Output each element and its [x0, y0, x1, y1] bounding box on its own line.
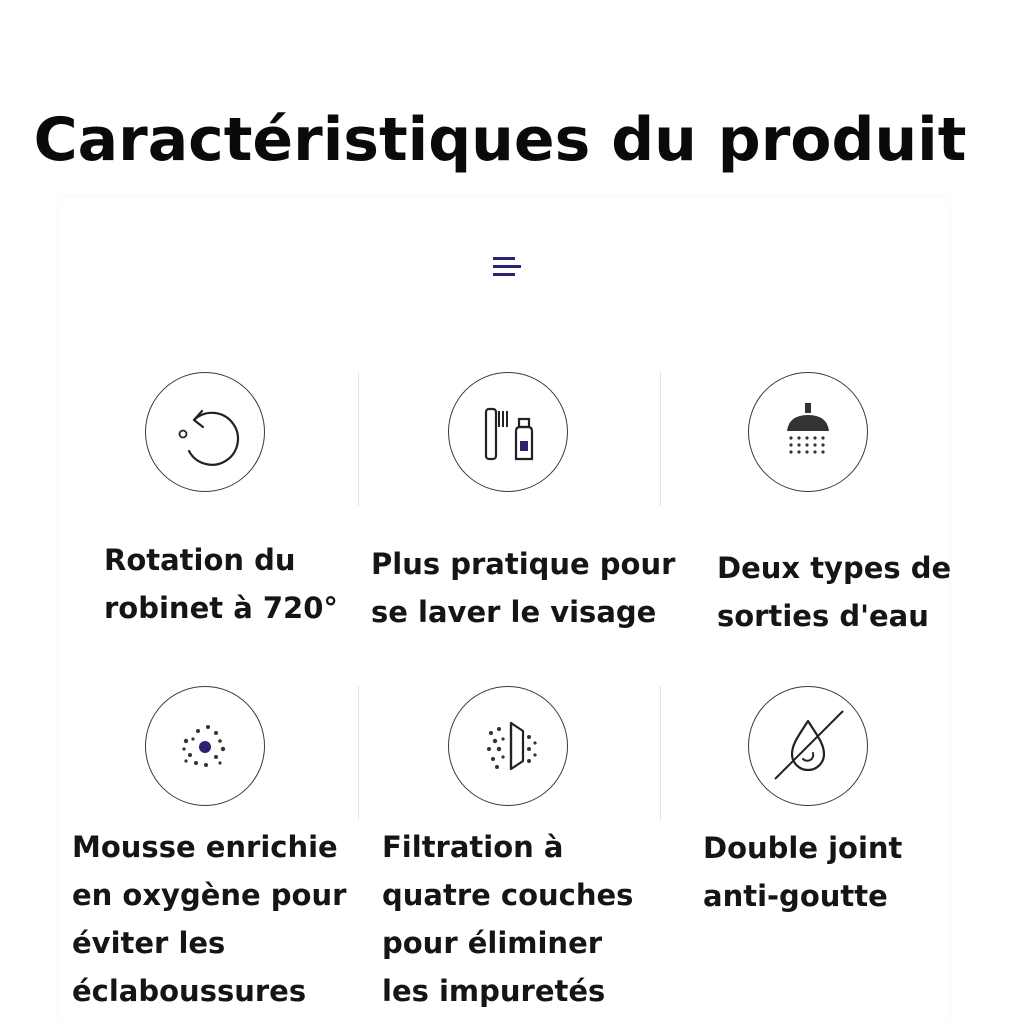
feature-caption-rotation: Rotation du robinet à 720° [104, 543, 338, 625]
column-divider [358, 372, 359, 506]
feature-caption-practical: Plus pratique pour se laver le visage [371, 547, 676, 629]
column-divider [358, 686, 359, 820]
column-divider [660, 372, 661, 506]
feature-caption-water-outlets: Deux types de sorties d'eau [717, 551, 952, 633]
column-divider [660, 686, 661, 820]
oxygen-bubbles-icon [145, 686, 265, 806]
feature-caption-oxygen-foam: Mousse enrichie en oxygène pour éviter les éclaboussures [72, 830, 347, 1008]
filter-layers-icon [448, 686, 568, 806]
rotate-arrow-icon [145, 372, 265, 492]
page-title: Caractéristiques du produit [33, 105, 967, 175]
no-drip-icon [748, 686, 868, 806]
menu-icon [493, 257, 521, 277]
feature-caption-filtration: Filtration à quatre couches pour éliminer les impuretés [382, 830, 634, 1008]
toothbrush-bottle-icon [448, 372, 568, 492]
feature-caption-anti-drip: Double joint anti-goutte [703, 831, 903, 913]
shower-head-icon [748, 372, 868, 492]
